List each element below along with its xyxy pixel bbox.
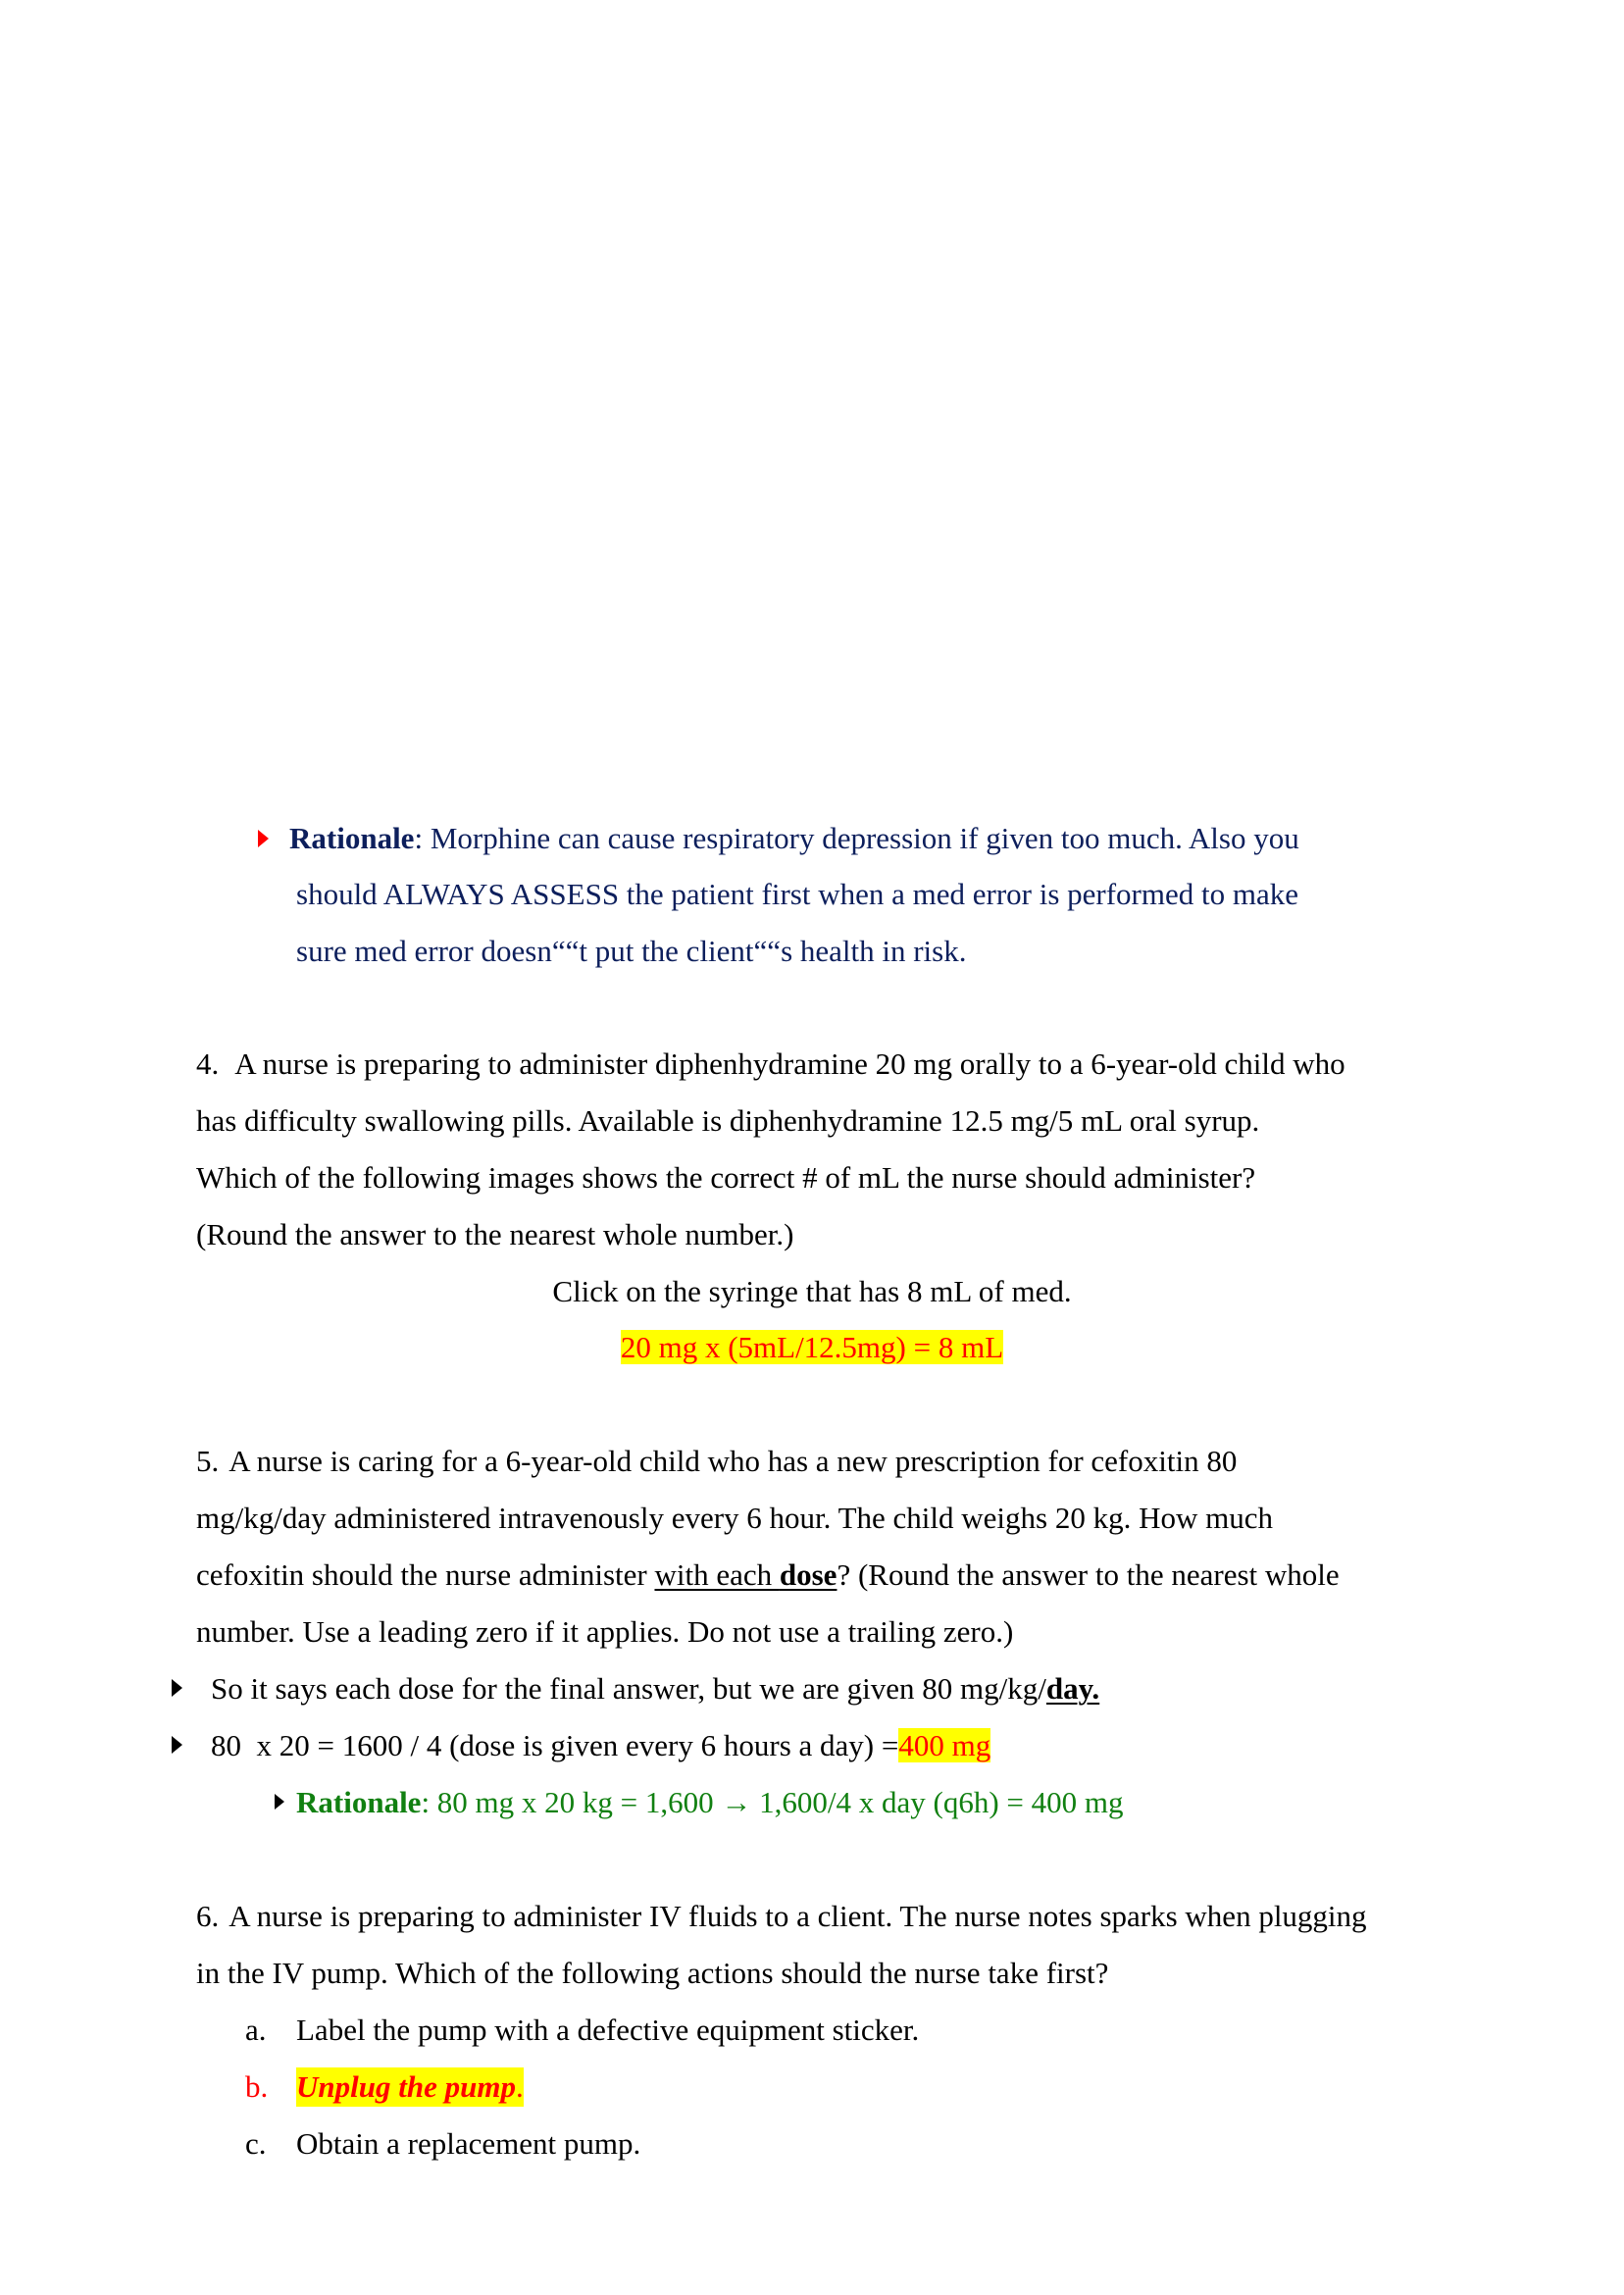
emphasis-with-each-dose: with each dose (654, 1557, 837, 1592)
q5-line-2: mg/kg/day administered intravenously every 6 hour. The child weighs 20 kg. How much (196, 1501, 1274, 1535)
highlighted-answer: 20 mg x (5mL/12.5mg) = 8 mL (620, 1330, 1004, 1364)
q4-line-2: has difficulty swallowing pills. Available is diphenhydramine 12.5 mg/5 mL oral syrup. (196, 1103, 1260, 1138)
q4-line-1: 4. A nurse is preparing to administer diphenhydramine 20 mg orally to a 6-year-old child who (196, 1046, 1345, 1081)
q4-line-4: (Round the answer to the nearest whole number.) (196, 1217, 794, 1251)
right-triangle-bullet-icon (172, 1679, 182, 1697)
option-label: c. (245, 2126, 267, 2161)
right-triangle-bullet-icon (275, 1794, 284, 1810)
q5-rationale (296, 1783, 1124, 1822)
rationale-label: Rationale (296, 1785, 422, 1819)
option-text: Label the pump with a defective equipment sticker. (296, 2013, 920, 2047)
q6-line-1: 6. A nurse is preparing to administer IV fluids to a client. The nurse notes sparks when plugging (196, 1899, 1367, 1933)
q5-note-2: 80 x 20 = 1600 / 4 (dose is given every 6 hours a day) =400 mg (211, 1728, 991, 1762)
q5-line-3: cefoxitin should the nurse administer with each dose? (Round the answer to the nearest whole (196, 1557, 1340, 1592)
right-triangle-bullet-icon (258, 830, 269, 847)
question-number: 5. (196, 1444, 220, 1478)
rationale-text: Morphine can cause respiratory depression if given too much. Also you (423, 821, 1299, 855)
q4-line-3: Which of the following images shows the correct # of mL the nurse should administer? (196, 1160, 1256, 1195)
right-triangle-bullet-icon (172, 1736, 182, 1754)
option-text: Unplug the pump. (296, 2067, 524, 2107)
q5-line-1: 5. A nurse is caring for a 6-year-old child who has a new prescription for cefoxitin 80 (196, 1444, 1238, 1478)
q6-line-2: in the IV pump. Which of the following actions should the nurse take first? (196, 1956, 1109, 1990)
option-label: a. (245, 2013, 267, 2047)
highlighted-answer: 400 mg (898, 1728, 991, 1762)
question-number: 6. (196, 1899, 220, 1933)
option-label: b. (245, 2069, 269, 2104)
rationale-line-2: should ALWAYS ASSESS the patient first when a med error is performed to make (296, 877, 1299, 911)
q5-note-1: So it says each dose for the final answer, but we are given 80 mg/kg/day. (211, 1671, 1100, 1706)
rationale-line-1: Rationale: Morphine can cause respiratory depression if given too much. Also you (289, 821, 1299, 855)
rationale-label: Rationale (289, 821, 415, 855)
option-text: Obtain a replacement pump. (296, 2126, 641, 2161)
q4-answer-calculation (0, 1328, 1624, 1367)
rationale-text: : 80 mg x 20 kg = 1,600 → 1,600/4 x day (q6h) = 400 mg (421, 1785, 1124, 1819)
q5-line-4: number. Use a leading zero if it applies. Do not use a trailing zero.) (196, 1614, 1014, 1649)
question-number: 4. (196, 1046, 220, 1081)
rationale-line-3: sure med error doesn““t put the client““s health in risk. (296, 934, 967, 968)
q4-instruction: Click on the syringe that has 8 mL of med. (552, 1274, 1072, 1308)
